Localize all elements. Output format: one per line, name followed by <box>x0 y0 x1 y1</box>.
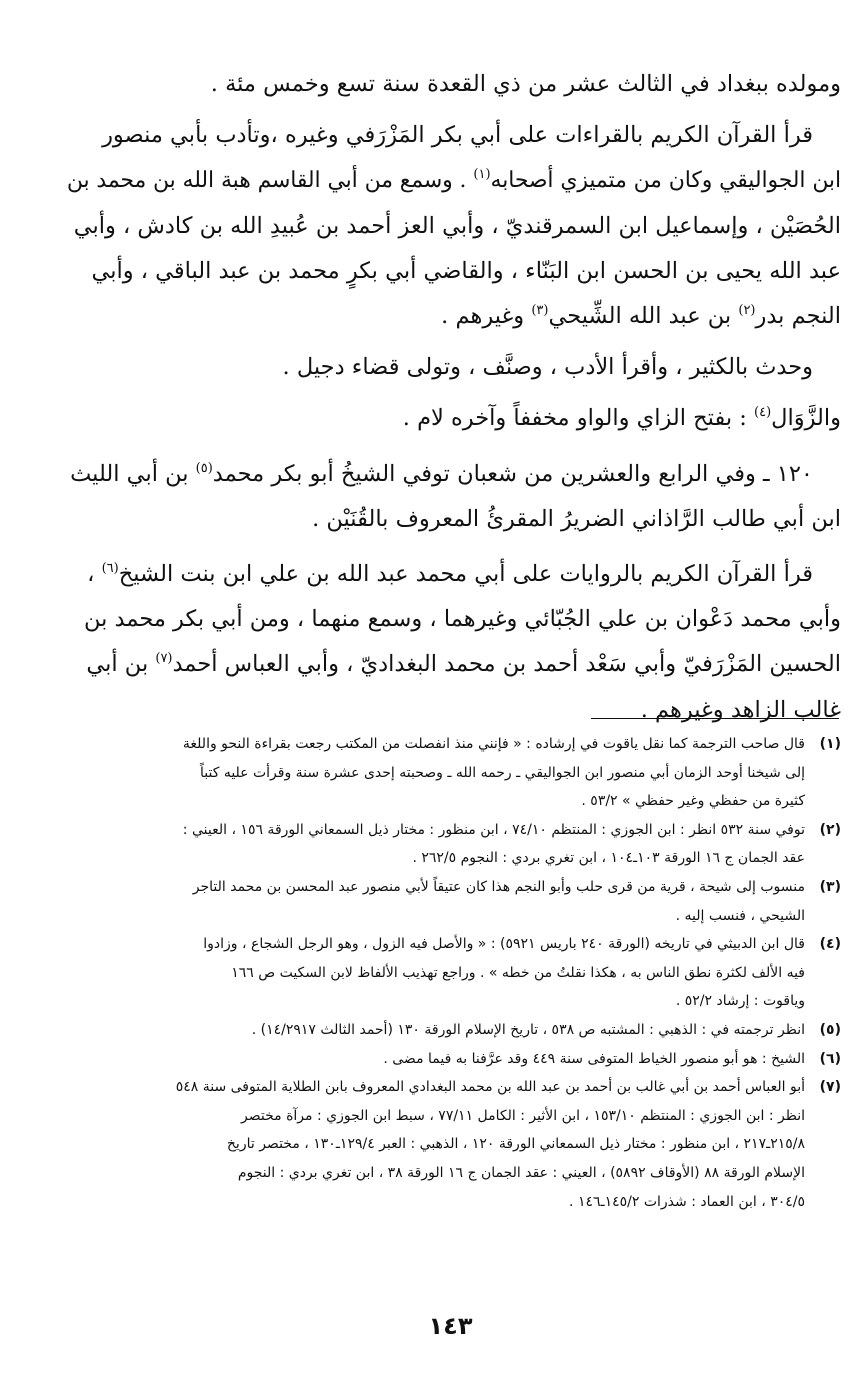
text-segment: غالب الزاهد وغيرهم . <box>640 696 841 723</box>
text-segment: : بفتح الزاي والواو مخففاً وآخره لام . <box>402 405 747 432</box>
footnote-item <box>60 816 841 873</box>
footnotes <box>60 730 841 1216</box>
text-segment: الحُصَيْن ، وإسماعيل ابن السمرقنديّ ، وأبي العز أحمد بن عُبيدِ الله بن كادش ، وأبي <box>73 212 841 239</box>
text-line <box>60 597 841 642</box>
footnote-ref: (٥) <box>195 460 213 476</box>
text-line <box>60 642 841 687</box>
text-segment: قرأ القرآن الكريم بالروايات على أبي محمد عبد الله بن علي ابن بنت الشيخ <box>118 561 813 588</box>
footnote-line: إلى شيخنا أوحد الزمان أبي منصور ابن الجواليقي ـ رحمه الله ـ وصحبته إحدى عشرة سنة وقرأت عليه كتباً <box>199 764 805 781</box>
footnote-number: (٤) <box>819 936 841 953</box>
footnote-item <box>60 930 841 1016</box>
text-segment: ومولده ببغداد في الثالث عشر من ذي القعدة سنة تسع وخمس مئة . <box>210 71 841 97</box>
text-line <box>60 688 841 733</box>
footnote-line: قال صاحب الترجمة كما نقل ياقوت في إرشاده : « فإنني منذ انفصلت من المكتب رجعت بقراءة النحو واللغة <box>182 736 805 752</box>
text-segment: النجم بدر <box>755 303 841 330</box>
footnote-item <box>60 1016 841 1045</box>
text-segment: قرأ القرآن الكريم بالقراءات على أبي بكر المَزْرَفي وغيره ،وتأدب بأبي منصور <box>102 122 813 149</box>
footnote-ref: (٦) <box>101 561 119 577</box>
text-segment: الحسين المَزْرَفيّ وأبي سَعْد أحمد بن محمد البغداديّ ، وأبي العباس أحمد <box>172 651 841 678</box>
text-segment: ابن الجواليقي وكان من متميزي أصحابه <box>490 168 841 194</box>
footnote-line: ٣٠٤/٥ ، ابن العماد : شذرات ١٤٥/٢ـ١٤٦ . <box>569 1193 805 1210</box>
footnote-ref: (٤) <box>754 405 772 421</box>
text-line <box>60 249 841 294</box>
text-segment: . وسمع من أبي القاسم هبة الله بن محمد بن <box>66 168 467 194</box>
footnote-number: (٦) <box>819 1050 841 1067</box>
footnote-number: (٥) <box>819 1021 841 1038</box>
footnote-number: (١) <box>819 736 841 752</box>
text-line <box>60 294 841 339</box>
footnote-line: وياقوت : إرشاد ٥٢/٢ . <box>675 993 805 1010</box>
footnote-line: عقد الجمان ج ١٦ الورقة ١٠٣ـ١٠٤ ، ابن تغري بردي : النجوم ٢٦٢/٥ . <box>412 850 805 867</box>
footnote-item <box>60 873 841 930</box>
text-line <box>60 62 841 107</box>
text-segment: عبد الله يحيى بن الحسن ابن البَنّاء ، والقاضي أبي بكرٍ محمد بن عبد الباقي ، وأبي <box>91 257 841 284</box>
footnote-line: منسوب إلى شيحة ، قرية من قرى حلب وأبو النجم هذا كان عتيقاً لأبي منصور عبد المحسن بن محمد التاجر <box>192 878 805 895</box>
text-line <box>60 158 841 203</box>
text-segment: ابن أبي طالب الرَّاذاني الضريرُ المقرئُ المعروف بالقُنَيْن . <box>312 505 841 532</box>
footnote-line: انظر : ابن الجوزي : المنتظم ١٥٣/١٠ ، ابن الأثير : الكامل ٧٧/١١ ، سبط ابن الجوزي : مرآة مختصر <box>241 1107 805 1124</box>
book-page <box>60 62 841 1396</box>
footnote-line: انظر ترجمته في : الذهبي : المشتبه ص ٥٣٨ ، تاريخ الإسلام الورقة ١٣٠ (أحمد الثالث ١٤/٢٩١٧) . <box>251 1021 805 1038</box>
footnote-line: قال ابن الدبيثي في تاريخه (الورقة ٢٤٠ باريس ٥٩٢١) : « والأصل فيه الزول ، وهو الرجل الشجاع ، وزادوا <box>203 936 805 953</box>
footnote-item <box>60 1073 841 1216</box>
text-line <box>60 113 841 158</box>
footnote-number: (٢) <box>819 821 841 838</box>
footnote-line: الإسلام الورقة ٨٨ (الأوقاف ٥٨٩٢) ، العيني : عقد الجمان ج ١٦ الورقة ٣٨ ، ابن تغري بردي : النجوم <box>237 1164 805 1181</box>
text-line <box>60 552 841 597</box>
footnote-line: أبو العباس أحمد بن أبي غالب بن أحمد بن عبد الله بن محمد البغدادي المعروف بابن الطلاية المتوفى سنة ٥٤٨ <box>175 1079 805 1096</box>
footnote-ref: (٣) <box>531 303 549 319</box>
text-segment: ، <box>87 561 95 588</box>
text-segment: وأبي محمد دَعْوان بن علي الجُبّائي وغيرهما ، وسمع منهما ، ومن أبي بكر محمد بن <box>83 606 841 633</box>
main-text <box>60 62 841 733</box>
text-segment: وحدث بالكثير ، وأقرأ الأدب ، وصنَّف ، وتولى قضاء دجيل . <box>282 354 813 381</box>
text-segment: والزَّوَال <box>771 405 841 432</box>
text-segment: بن أبي <box>86 651 149 678</box>
footnote-item <box>60 1045 841 1074</box>
footnote-line: الشيخ : هو أبو منصور الخياط المتوفى سنة ٤٤٩ وقد عرَّفنا به فيما مضى . <box>383 1050 805 1067</box>
footnote-ref: (١) <box>473 167 491 183</box>
footnote-ref: (٧) <box>155 651 173 667</box>
text-line <box>60 497 841 542</box>
footnote-ref: (٢) <box>738 303 756 319</box>
footnote-line: ٢١٥/٨ـ٢١٧ ، ابن منظور : مختار ذيل السمعاني الورقة ١٢٠ ، الذهبي : العبر ١٢٩/٤ـ١٣٠ ، مختصر تاريخ <box>226 1136 805 1153</box>
footnote-item <box>60 730 841 816</box>
text-segment: بن عبد الله الشِّيحي <box>548 303 732 330</box>
text-segment: بن أبي الليث <box>70 460 189 487</box>
footnote-divider <box>591 718 839 719</box>
text-line <box>60 345 841 390</box>
footnote-line: كثيرة من حفظي وغير حفظي » ٥٣/٢ . <box>581 793 805 810</box>
text-segment: وغيرهم . <box>441 303 525 330</box>
text-line <box>60 452 841 497</box>
page-number: ١٤٣ <box>428 1312 473 1340</box>
text-line <box>60 204 841 249</box>
footnote-line: توفي سنة ٥٣٢ انظر : ابن الجوزي : المنتظم ٧٤/١٠ ، ابن منظور : مختار ذيل السمعاني الورقة ١٥٦ ، العيني : <box>182 821 805 838</box>
footnote-line: الشيحي ، فنسب إليه . <box>675 907 805 924</box>
footnote-number: (٣) <box>819 878 841 895</box>
text-line <box>60 396 841 441</box>
footnote-number: (٧) <box>819 1079 841 1096</box>
footnote-line: فيه الألف لكثرة نطق الناس به ، هكذا نقلتُ من خطه » . وراجع تهذيب الألفاظ لابن السكيت ص ١٦٦ <box>231 964 805 981</box>
text-segment: ١٢٠ ـ وفي الرابع والعشرين من شعبان توفي الشيخُ أبو بكر محمد <box>212 460 813 487</box>
